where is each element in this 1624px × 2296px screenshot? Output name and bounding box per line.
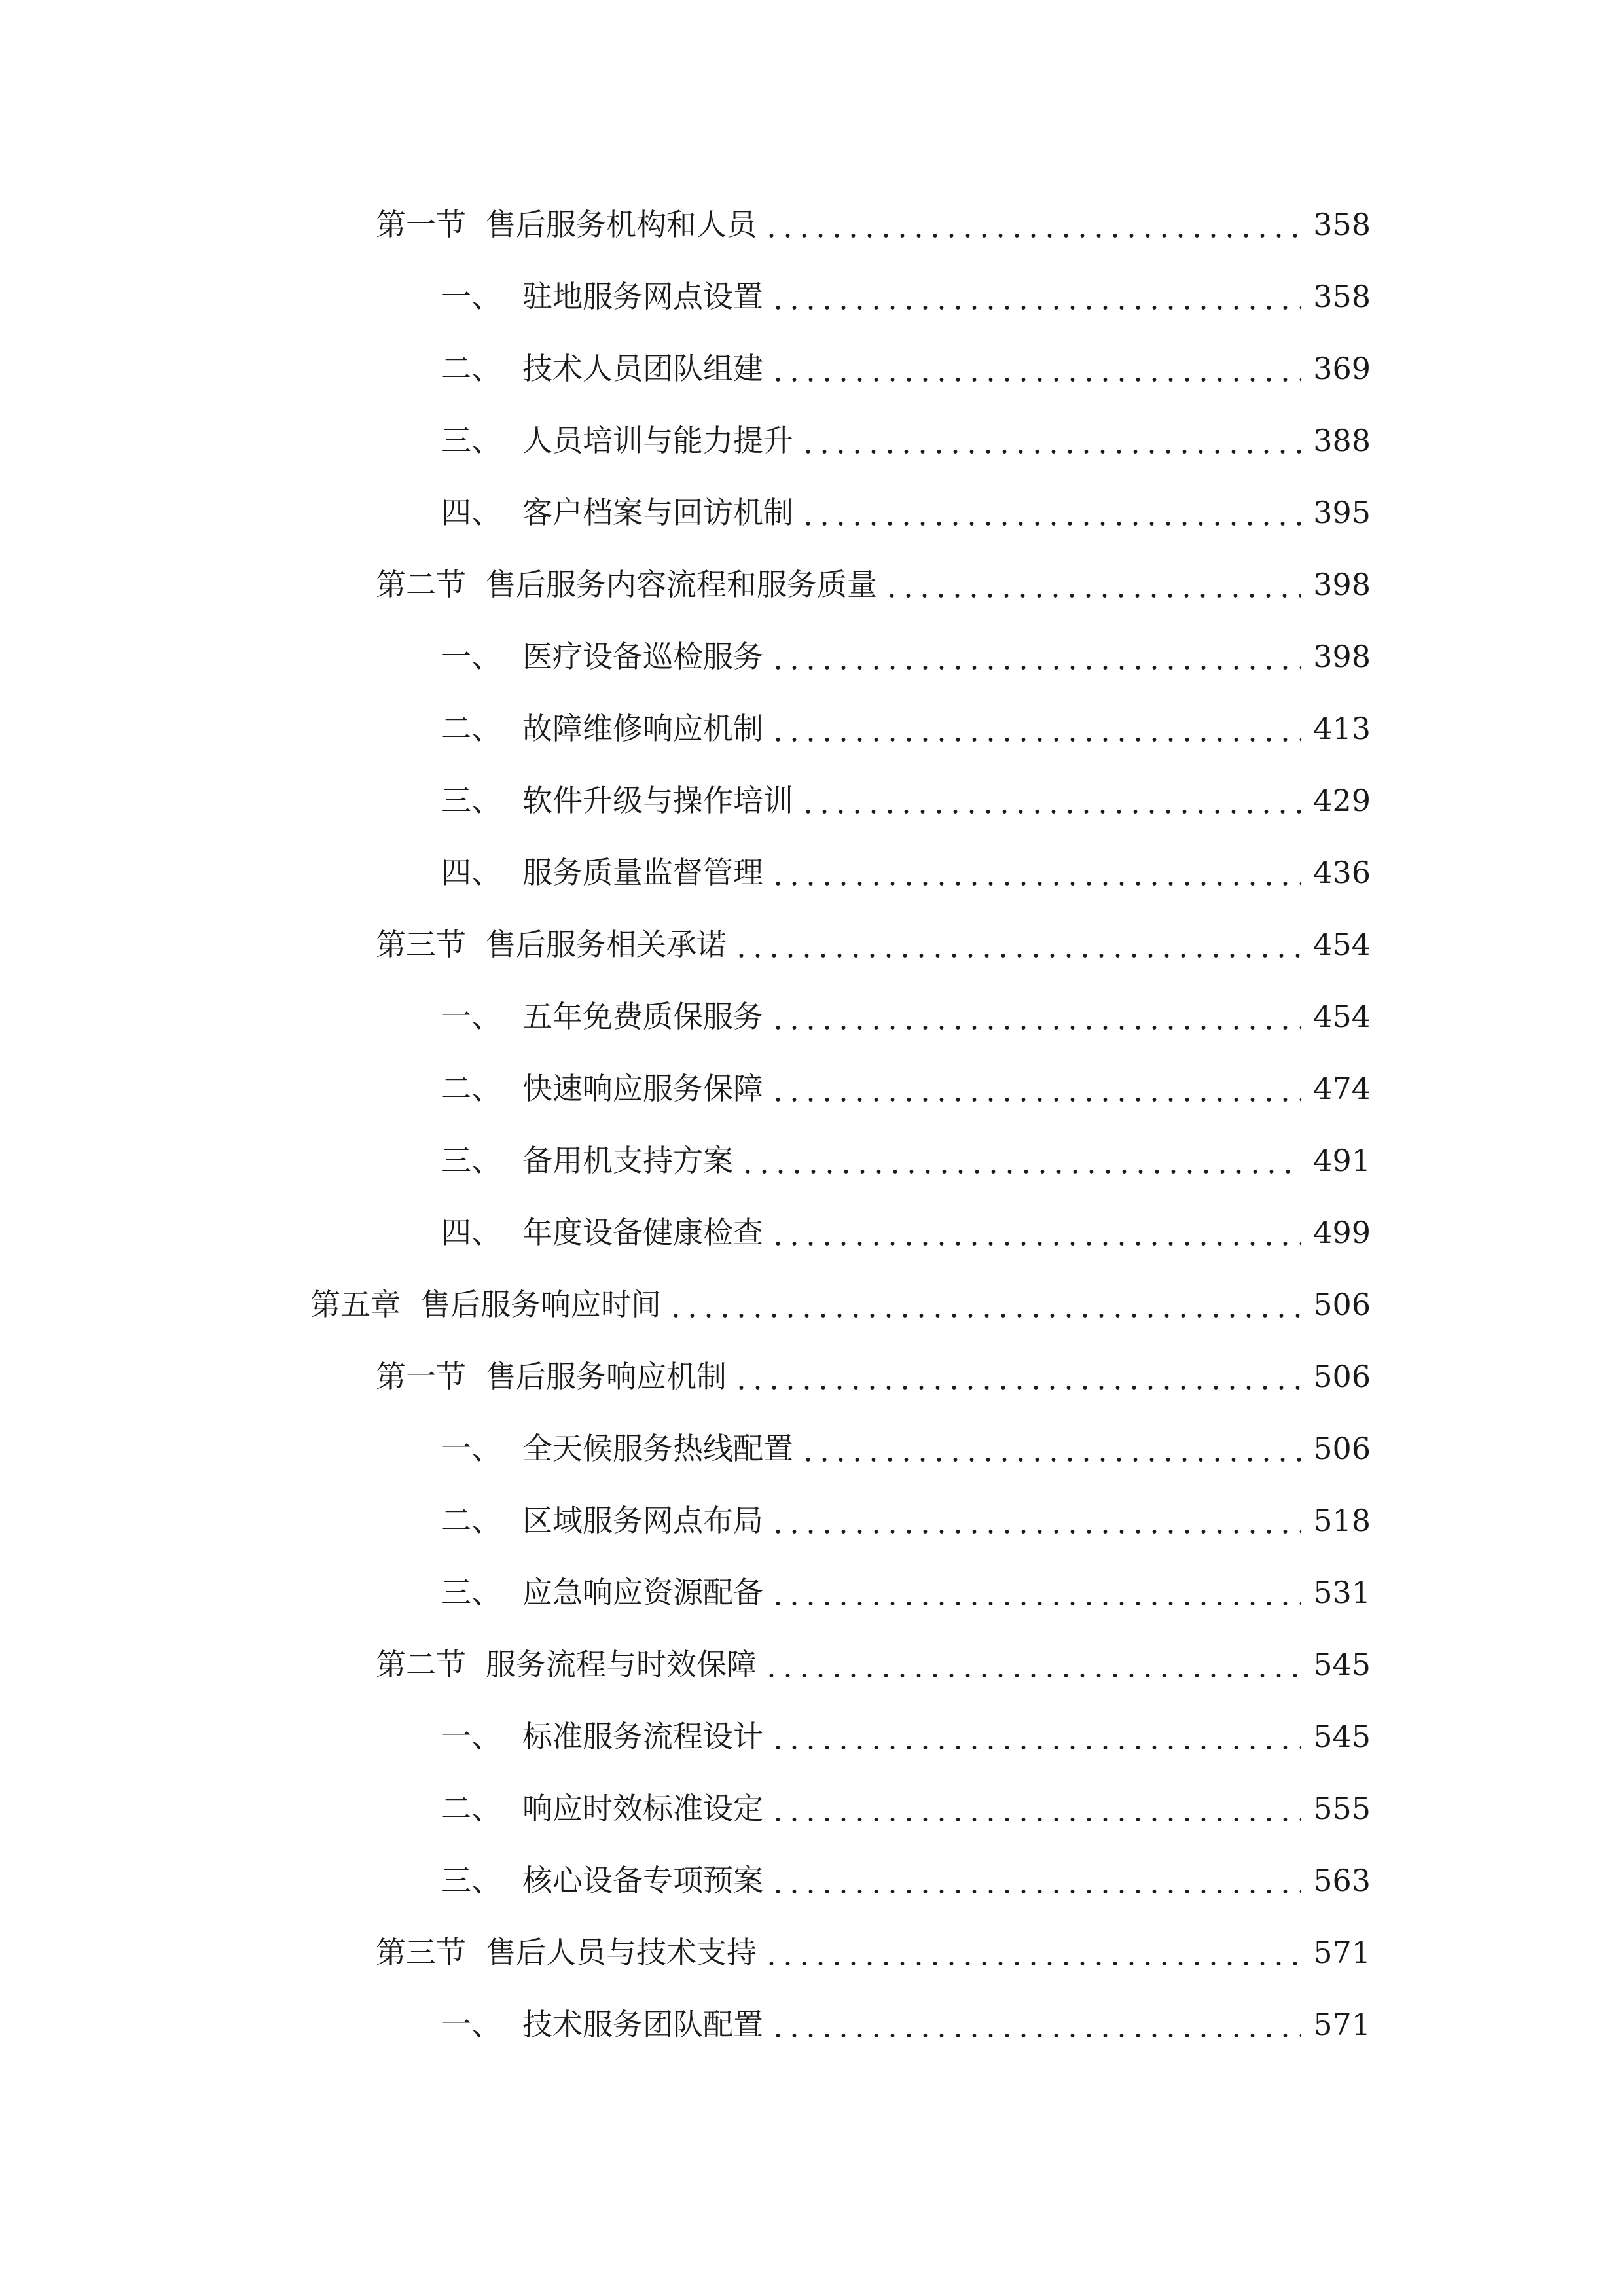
- toc-entry-number: 四、: [441, 495, 501, 530]
- dot-leader: [800, 1433, 1301, 1463]
- toc-entry-page-number: 531: [1313, 1575, 1371, 1610]
- dot-leader: [770, 857, 1301, 888]
- toc-entry-number: 一、: [441, 999, 501, 1034]
- toc-entry-page-number: 358: [1313, 279, 1371, 314]
- toc-entry-number: 二、: [441, 1791, 501, 1826]
- toc-entry-title: 技术人员团队组建: [522, 351, 763, 386]
- toc-entry-title: 年度设备健康检查: [522, 1215, 763, 1250]
- toc-entry-item[interactable]: [0, 764, 1624, 836]
- toc-entry-page-number: 474: [1313, 1071, 1371, 1106]
- toc-entry-title: 服务质量监督管理: [522, 855, 763, 890]
- toc-entry-page-number: 506: [1313, 1431, 1371, 1466]
- toc-entry-title: 售后服务响应机制: [486, 1359, 727, 1394]
- toc-entry-page-number: 555: [1313, 1791, 1371, 1826]
- toc-entry-page-number: 545: [1313, 1647, 1371, 1682]
- toc-entry-title: 售后服务内容流程和服务质量: [486, 567, 877, 602]
- dot-leader: [733, 929, 1301, 960]
- toc-entry-title: 标准服务流程设计: [522, 1719, 763, 1754]
- dot-leader: [770, 1721, 1301, 1751]
- toc-entry-page-number: 436: [1313, 855, 1371, 890]
- toc-entry-page-number: 491: [1313, 1143, 1371, 1178]
- toc-entry-number: 第五章: [310, 1287, 401, 1322]
- toc-entry-number: 一、: [441, 1719, 501, 1754]
- toc-entry-item[interactable]: [0, 1556, 1624, 1628]
- toc-entry-item[interactable]: [0, 620, 1624, 692]
- toc-entry-title: 售后人员与技术支持: [486, 1935, 757, 1970]
- toc-entry-page-number: 398: [1313, 639, 1371, 674]
- dot-leader: [770, 1217, 1301, 1247]
- toc-entry-number: 一、: [441, 2007, 501, 2042]
- toc-entry-item[interactable]: [0, 1196, 1624, 1268]
- toc-entry-title: 售后服务相关承诺: [486, 927, 727, 962]
- toc-entry-page-number: 369: [1313, 351, 1371, 386]
- toc-entry-number: 三、: [441, 1575, 501, 1610]
- toc-entry-title: 全天候服务热线配置: [522, 1431, 793, 1466]
- toc-entry-page-number: 518: [1313, 1503, 1371, 1538]
- dot-leader: [770, 1865, 1301, 1895]
- toc-entry-item[interactable]: [0, 1844, 1624, 1916]
- toc-entry-number: 第二节: [376, 567, 466, 602]
- toc-entry-number: 二、: [441, 1503, 501, 1538]
- toc-entry-title: 备用机支持方案: [522, 1143, 733, 1178]
- toc-entry-page-number: 358: [1313, 207, 1371, 242]
- dot-leader: [770, 353, 1301, 384]
- dot-leader: [884, 569, 1301, 600]
- toc-entry-section[interactable]: [0, 1916, 1624, 1988]
- toc-entry-title: 五年免费质保服务: [522, 999, 763, 1034]
- dot-leader: [763, 1649, 1301, 1679]
- dot-leader: [770, 281, 1301, 312]
- toc-entry-page-number: 571: [1313, 2007, 1371, 2042]
- toc-entry-item[interactable]: [0, 1052, 1624, 1124]
- toc-entry-item[interactable]: [0, 1412, 1624, 1484]
- toc-entry-page-number: 454: [1313, 999, 1371, 1034]
- dot-leader: [800, 497, 1301, 528]
- toc-entry-number: 一、: [441, 1431, 501, 1466]
- toc-entry-page-number: 499: [1313, 1215, 1371, 1250]
- toc-entry-title: 快速响应服务保障: [522, 1071, 763, 1106]
- dot-leader: [770, 641, 1301, 672]
- toc-entry-item[interactable]: [0, 260, 1624, 332]
- toc-entry-title: 售后服务机构和人员: [486, 207, 757, 242]
- toc-entry-number: 二、: [441, 351, 501, 386]
- toc-entry-item[interactable]: [0, 836, 1624, 908]
- dot-leader: [770, 2009, 1301, 2039]
- toc-entry-number: 第二节: [376, 1647, 466, 1682]
- toc-entry-item[interactable]: [0, 1124, 1624, 1196]
- dot-leader: [668, 1289, 1301, 1319]
- toc-entry-number: 二、: [441, 1071, 501, 1106]
- toc-entry-number: 第一节: [376, 1359, 466, 1394]
- toc-entry-section[interactable]: [0, 1628, 1624, 1700]
- toc-entry-number: 四、: [441, 1215, 501, 1250]
- toc-entry-number: 三、: [441, 783, 501, 818]
- dot-leader: [763, 1937, 1301, 1967]
- toc-entry-item[interactable]: [0, 1484, 1624, 1556]
- toc-entry-number: 二、: [441, 711, 501, 746]
- toc-entry-title: 核心设备专项预案: [522, 1863, 763, 1898]
- dot-leader: [800, 785, 1301, 816]
- toc-entry-title: 软件升级与操作培训: [522, 783, 793, 818]
- toc-entry-title: 区域服务网点布局: [522, 1503, 763, 1538]
- toc-entry-chapter[interactable]: [0, 1268, 1624, 1340]
- toc-entry-title: 售后服务响应时间: [420, 1287, 661, 1322]
- toc-entry-page-number: 506: [1313, 1287, 1371, 1322]
- toc-entry-item[interactable]: [0, 1772, 1624, 1844]
- toc-entry-title: 医疗设备巡检服务: [522, 639, 763, 674]
- toc-entry-number: 一、: [441, 639, 501, 674]
- toc-entry-title: 人员培训与能力提升: [522, 423, 793, 458]
- dot-leader: [770, 1073, 1301, 1103]
- dot-leader: [763, 209, 1301, 240]
- toc-entry-page-number: 571: [1313, 1935, 1371, 1970]
- toc-entry-page-number: 563: [1313, 1863, 1371, 1898]
- toc-entry-number: 第一节: [376, 207, 466, 242]
- toc-entry-page-number: 454: [1313, 927, 1371, 962]
- toc-entry-page-number: 395: [1313, 495, 1371, 530]
- toc-entry-title: 驻地服务网点设置: [522, 279, 763, 314]
- toc-entry-page-number: 388: [1313, 423, 1371, 458]
- dot-leader: [733, 1361, 1301, 1391]
- toc-entry-page-number: 398: [1313, 567, 1371, 602]
- toc-entry-number: 三、: [441, 1863, 501, 1898]
- toc-entry-item[interactable]: [0, 332, 1624, 404]
- dot-leader: [770, 713, 1301, 744]
- toc-entry-item[interactable]: [0, 404, 1624, 476]
- toc-entry-section[interactable]: [0, 548, 1624, 620]
- dot-leader: [800, 425, 1301, 456]
- toc-entry-number: 三、: [441, 423, 501, 458]
- toc-entry-item[interactable]: [0, 1700, 1624, 1772]
- table-of-contents: [0, 188, 1624, 2060]
- toc-entry-page-number: 545: [1313, 1719, 1371, 1754]
- toc-entry-item[interactable]: [0, 980, 1624, 1052]
- toc-entry-page-number: 413: [1313, 711, 1371, 746]
- toc-entry-item[interactable]: [0, 476, 1624, 548]
- dot-leader: [770, 1793, 1301, 1823]
- toc-entry-item[interactable]: [0, 1988, 1624, 2060]
- toc-entry-item[interactable]: [0, 692, 1624, 764]
- toc-entry-number: 第三节: [376, 927, 466, 962]
- toc-entry-section[interactable]: [0, 188, 1624, 260]
- dot-leader: [770, 1505, 1301, 1535]
- toc-entry-title: 服务流程与时效保障: [486, 1647, 757, 1682]
- toc-entry-title: 客户档案与回访机制: [522, 495, 793, 530]
- toc-entry-number: 一、: [441, 279, 501, 314]
- toc-entry-page-number: 506: [1313, 1359, 1371, 1394]
- toc-entry-page-number: 429: [1313, 783, 1371, 818]
- toc-entry-number: 第三节: [376, 1935, 466, 1970]
- toc-entry-title: 技术服务团队配置: [522, 2007, 763, 2042]
- toc-entry-number: 三、: [441, 1143, 501, 1178]
- dot-leader: [740, 1145, 1301, 1175]
- toc-entry-title: 响应时效标准设定: [522, 1791, 763, 1826]
- toc-entry-title: 故障维修响应机制: [522, 711, 763, 746]
- toc-entry-section[interactable]: [0, 908, 1624, 980]
- toc-entry-title: 应急响应资源配备: [522, 1575, 763, 1610]
- dot-leader: [770, 1577, 1301, 1607]
- toc-entry-section[interactable]: [0, 1340, 1624, 1412]
- toc-entry-number: 四、: [441, 855, 501, 890]
- dot-leader: [770, 1001, 1301, 1031]
